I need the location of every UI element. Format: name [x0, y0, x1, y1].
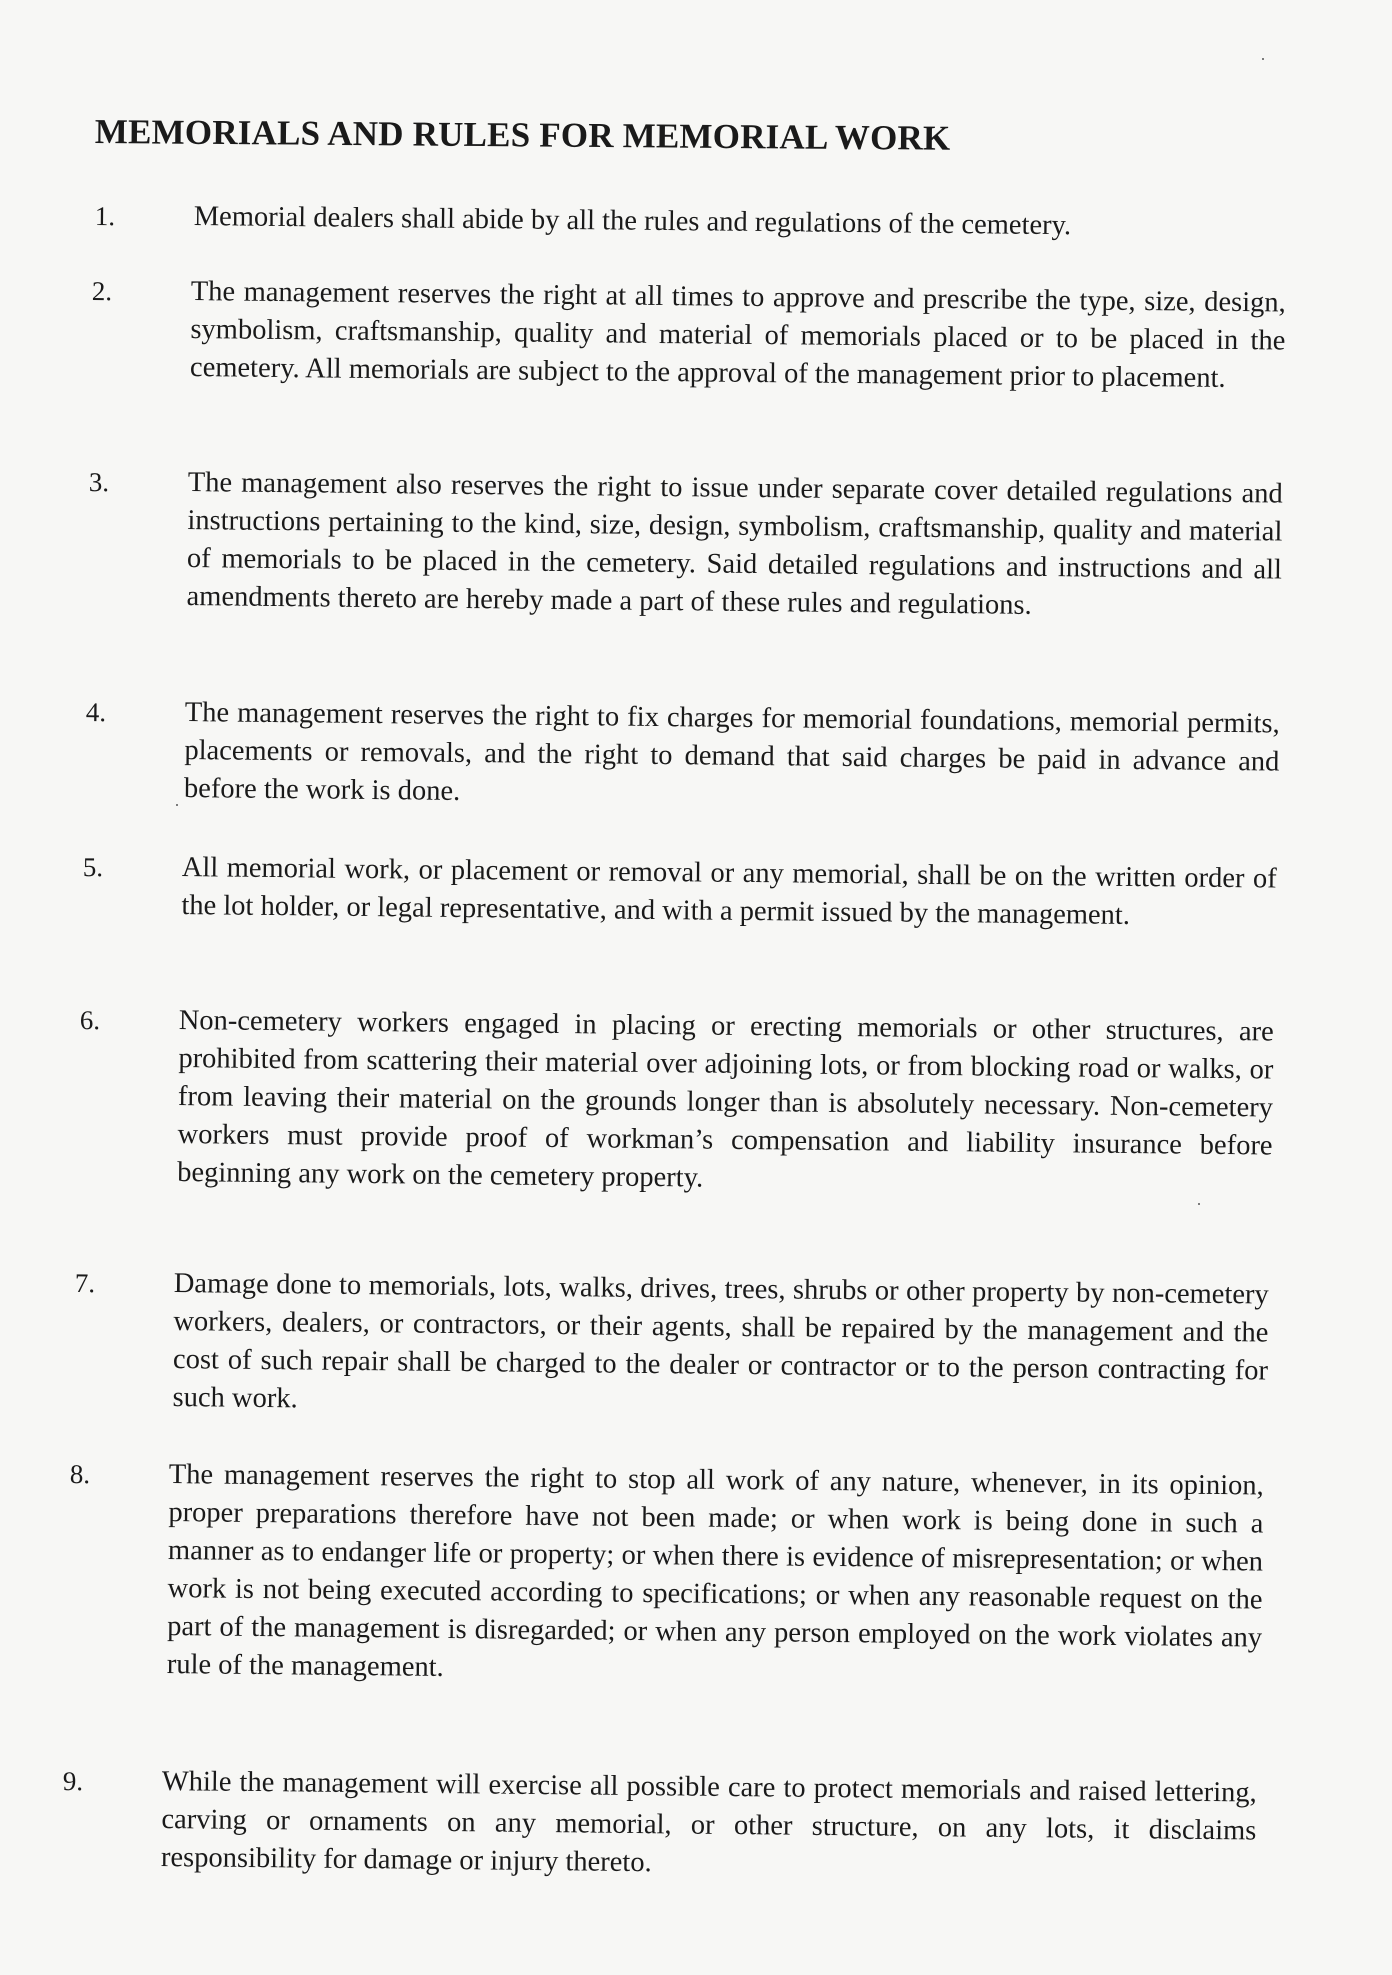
rule-item — [94, 197, 1305, 242]
rule-item — [88, 463, 1299, 621]
rule-text: All memorial work, or placement or removal or any memorial, shall be on the written order of the lot holder, or legal representative, and with a permit issued by the management. — [181, 852, 1277, 931]
rule-item — [79, 1001, 1290, 1194]
rule-number: 6. — [79, 1004, 101, 1036]
rule-text: The management also reserves the right to issue under separate cover detailed regulations and instructions pertaining to the kind, size, design, symbolism, craftsmanship, quality and material of memorials to be placed in the cemetery. Said detailed regulations and instructions and all amendments thereto are hereby made a part of these rules and regulations. — [186, 467, 1283, 621]
scan-speck — [1262, 58, 1264, 60]
rule-number: 1. — [94, 200, 116, 232]
rule-text: The management reserves the right to fix charges for memorial foundations, memorial permits, placements or removals, and the right to demand that said charges be paid in advance and before the work is done. — [183, 697, 1280, 807]
rule-item — [74, 1264, 1285, 1415]
rule-item — [85, 693, 1296, 807]
rule-text: Damage done to memorials, lots, walks, drives, trees, shrubs or other property by non-cemetery workers, dealers, or contractors, or their agents, shall be repaired by the management and the cost of such repair shall be charged to the dealer or contractor or to the person contracting for such work. — [172, 1268, 1269, 1415]
rule-text: Memorial dealers shall abide by all the rules and regulations of the cemetery. — [193, 201, 1072, 242]
rule-item — [69, 1455, 1280, 1683]
rule-text: The management reserves the right to stop all work of any nature, whenever, in its opinion, proper preparations therefore have not been made; or when work is being done in such a manner as to endanger life or property; or when there is evidence of misrepresentation; or when work is not being executed according to specifications; or when any reasonable request on the part of the management is disregarded; or when any person employed on the work violates any rule of the management. — [166, 1459, 1264, 1683]
rule-item — [82, 848, 1293, 931]
rule-item — [91, 272, 1302, 394]
rule-number: 8. — [69, 1458, 91, 1490]
rule-item — [62, 1762, 1273, 1879]
rule-text: Non-cemetery workers engaged in placing or erecting memorials or other structures, are prohibited from scattering their material over adjoining lots, or from blocking road or walks, or from leaving their material on the grounds longer than is absolutely necessary. Non-cemetery workers must provide proof of workman’s compensation and liability insurance before beginning any work on the cemetery property. — [177, 1005, 1274, 1194]
scan-speck — [176, 804, 178, 806]
rule-number: 2. — [91, 275, 113, 307]
rule-number: 4. — [85, 696, 107, 728]
rule-number: 7. — [74, 1267, 96, 1299]
rule-text: The management reserves the right at all times to approve and prescribe the type, size, design, symbolism, craftsmanship, quality and material of memorials placed or to be placed in the cemetery. All memorials are subject to the approval of the management prior to placement. — [189, 276, 1286, 394]
document-title: MEMORIALS AND RULES FOR MEMORIAL WORK — [94, 112, 951, 158]
rule-number: 9. — [62, 1765, 84, 1797]
rule-number: 5. — [82, 851, 104, 883]
rule-text: While the management will exercise all possible care to protect memorials and raised lettering, carving or ornaments on any memorial, or other structure, on any lots, it disclaims responsibility for damage or injury thereto. — [160, 1766, 1257, 1879]
scan-speck — [1198, 1203, 1200, 1205]
rule-number: 3. — [88, 466, 110, 498]
